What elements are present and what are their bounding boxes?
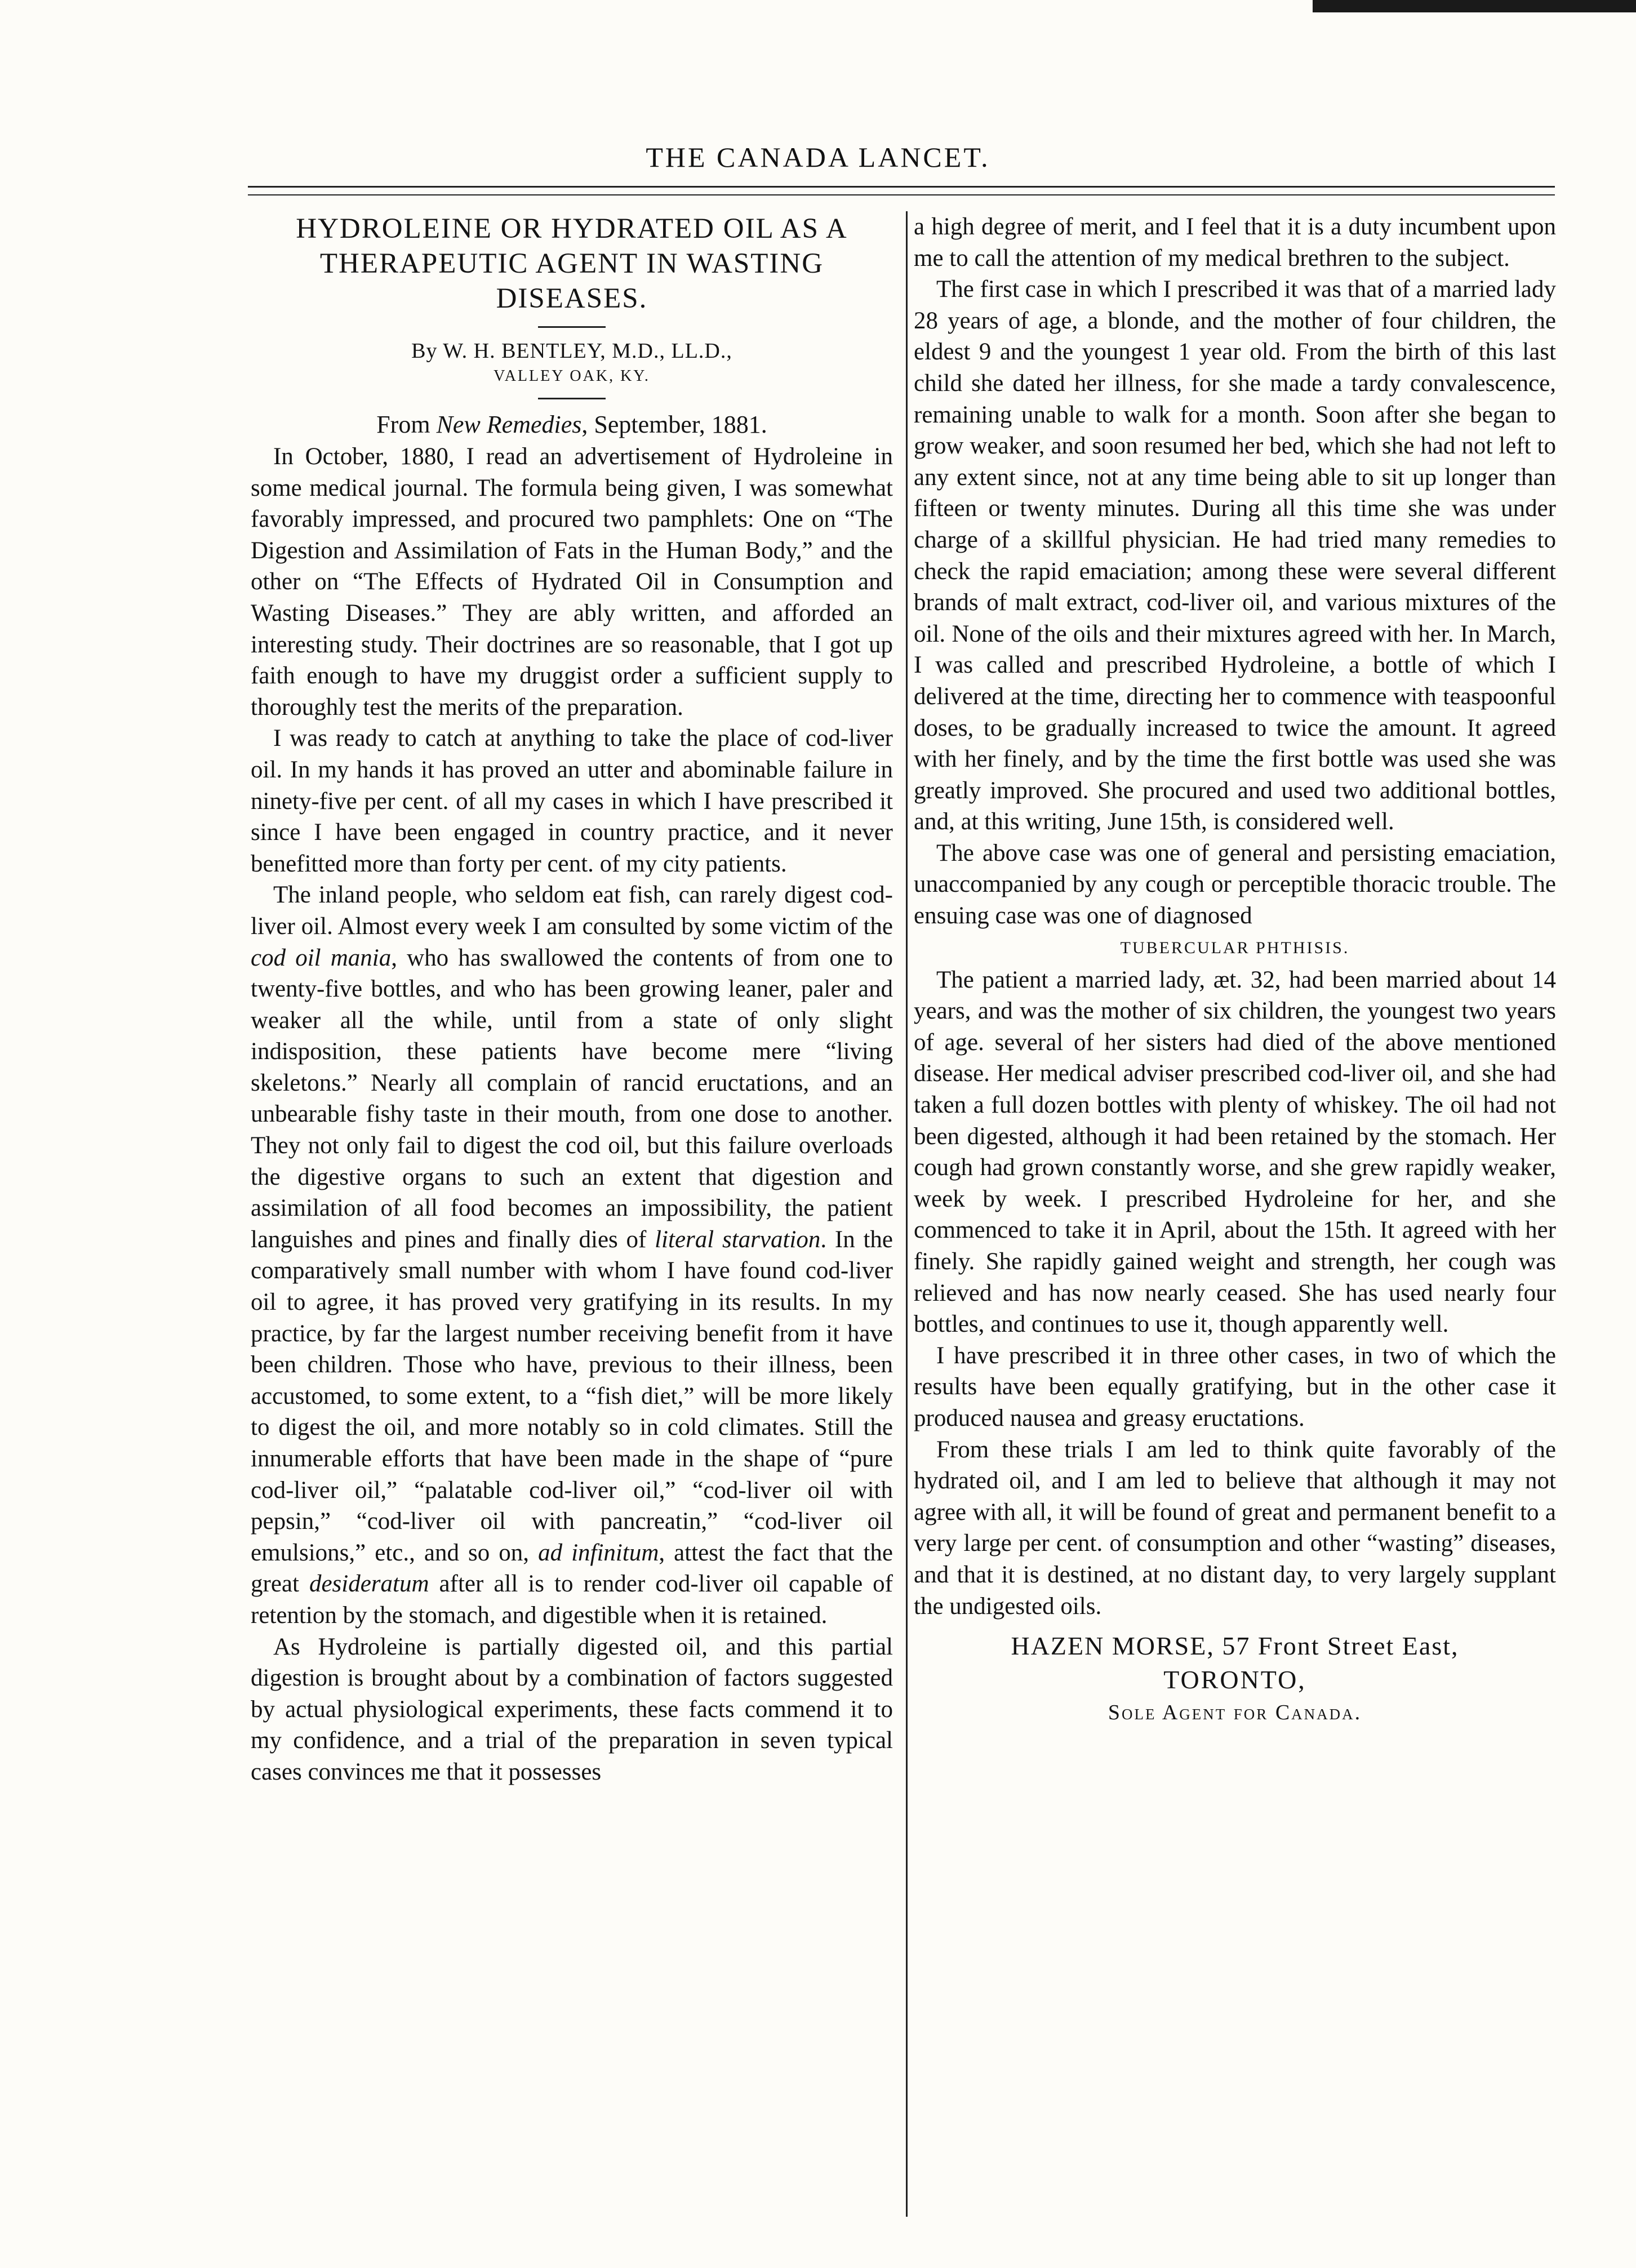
header-rule — [248, 186, 1555, 188]
source-line — [251, 408, 893, 441]
text-run: . In the comparatively small number with whom I have found cod-liver oil to agree, it has proved very gratifying in its results. In my practice, by far the largest number receiving benefit from it have been children. Those who have, previous to their illness, been accustomed, to some extent, to a “fish diet,” will be more likely to digest the oil, and more notably so in cold climates. Still the innumerable efforts that have been made in the shape of “pure cod-liver oil,” “palatable cod-liver oil,” “cod-liver oil with pepsin,” “cod-liver oil with pancreatin,” “cod-liver oil emulsions,” etc., and so on, — [251, 1226, 893, 1566]
title-rule — [538, 326, 606, 328]
journal-title: THE CANADA LANCET. — [646, 141, 990, 173]
text-run: after all is to render cod-liver oil capable of retention by the stomach, and digestible when it is retained. — [251, 1571, 893, 1629]
paragraph: I was ready to catch at anything to take the place of cod-liver oil. In my hands it has proved an utter and abominable failure in ninety-five per cent. of all my cases in which I have prescribed it since I have been engaged in country practice, and it never benefitted more than forty per cent. of my city patients. — [251, 725, 893, 877]
paragraph: The patient a married lady, æt. 32, had been married about 14 years, and was the mother of six children, the youngest two years of age. several of her sisters had died of the above mentioned disease. Her medical adviser prescribed cod-liver oil, and she had taken a full dozen bottles with plenty of whiskey. The oil had not been digested, although it had been retained by the stomach. Her cough had grown constantly worse, and she grew rapidly weaker, week by week. I prescribed Hydroleine for her, and she commenced to take it in April, about the 15th. It agreed with her finely. She rapidly gained weight and strength, her cough was relieved and has now nearly ceased. She has used nearly four bottles, and continues to use it, though apparently well. — [914, 966, 1556, 1338]
paragraph: I have prescribed it in three other cases, in two of which the results have been equally gratifying, but in the other case it produced nausea and greasy eructations. — [914, 1342, 1556, 1431]
section-subhead: TUBERCULAR PHTHISIS. — [1120, 938, 1350, 957]
italic-run: cod oil mania — [251, 944, 392, 971]
italic-run: ad infinitum — [538, 1539, 659, 1566]
header-rule-thin — [248, 194, 1555, 195]
byline-rule — [538, 398, 606, 399]
paragraph: The above case was one of general and persisting emaciation, unaccompanied by any cough or perceptible thoracic trouble. The ensuing case was one of diagnosed — [914, 839, 1556, 930]
paragraph: From these trials I am led to think quite favorably of the hydrated oil, and I am led to believe that although it may not agree with all, it will be found of great and permanent benefit to a very large per cent. of consumption and other “wasting” diseases, and that it is destined, at no distant day, to very largely supplant the undigested oils. — [914, 1436, 1556, 1620]
source-prefix: From — [376, 411, 437, 438]
italic-run: desideratum — [309, 1571, 429, 1598]
left-column — [251, 211, 893, 1788]
text-run: , who has swallowed the contents of from one to twenty-five bottles, and who has been growing leaner, paler and weaker all the while, until from a state of only slight indisposition, these patients have become mere “living skeletons.” Nearly all complain of rancid eructations, and an unbearable fishy taste in their mouth, from one dose to another. They not only fail to digest the cod oil, but this failure overloads the digestive organs to such an extent that digestion and assimilation of all food becomes an impossibility, the patient languishes and pines and finally dies of — [251, 944, 893, 1253]
source-journal: New Remedies — [436, 411, 582, 438]
agent-city: TORONTO, — [1163, 1665, 1306, 1695]
paragraph: As Hydroleine is partially digested oil, and this partial digestion is brought about by a combination of factors suggested by actual physiological experiments, these facts commend it to my confidence, and a trial of the preparation in seven typical cases convinces me that it possesses — [251, 1633, 893, 1785]
author-byline: By W. H. BENTLEY, M.D., LL.D., — [411, 339, 732, 363]
scan-edge — [1313, 0, 1636, 12]
agent-title: Sole Agent for Canada. — [1108, 1701, 1362, 1725]
paragraph — [251, 879, 893, 1631]
article-title: HYDROLEINE OR HYDRATED OIL AS A THERAPEUTIC AGENT IN WASTING DISEASES. — [296, 213, 848, 314]
italic-run: literal starvation — [655, 1226, 821, 1253]
paragraph-continuation: a high degree of merit, and I feel that it is a duty incumbent upon me to call the attention of my medical brethren to the subject. — [914, 214, 1556, 272]
paragraph: The first case in which I prescribed it was that of a married lady 28 years of age, a blonde, and the mother of four children, the eldest 9 and the youngest 1 year old. From the birth of this last child she dated her illness, for she made a tardy convalescence, remaining unable to walk for a month. Soon after she began to grow weaker, and soon resumed her bed, which she had not left to any extent since, not at any time being able to sit up longer than fifteen or twenty minutes. During all this time she was under charge of a skillful physician. He had tried many remedies to check the rapid emaciation; among these were several different brands of malt extract, cod-liver oil, and various mixtures of the oil. None of the oils and their mixtures agreed with her. In March, I was called and prescribed Hydroleine, a bottle of which I delivered at the time, directing her to commence with teaspoonful doses, to be gradually increased to twice the amount. It agreed with her finely, and by the time the first bottle was used she was greatly improved. She procured and used two additional bottles, and, at this writing, June 15th, is considered well. — [914, 276, 1556, 835]
text-run: , attest the fact that the great — [251, 1539, 893, 1598]
agent-signature: HAZEN MORSE, 57 Front Street East, — [1011, 1631, 1459, 1661]
source-suffix: , September, 1881. — [581, 411, 767, 438]
column-divider — [906, 211, 908, 2217]
right-column — [914, 211, 1556, 1729]
text-run: The inland people, who seldom eat fish, can rarely digest cod-liver oil. Almost every week I am consulted by some victim of the — [251, 882, 893, 940]
paragraph: In October, 1880, I read an advertisement of Hydroleine in some medical journal. The formula being given, I was somewhat favorably impressed, and procured two pamphlets: One on “The Digestion and Assimilation of Fats in the Human Body,” and the other on “The Effects of Hydrated Oil in Consumption and Wasting Diseases.” They are ably written, and afforded an interesting study. Their doctrines are so reasonable, that I got up faith enough to have my druggist order a sufficient supply to thoroughly test the merits of the preparation. — [251, 443, 893, 721]
author-location: VALLEY OAK, KY. — [494, 367, 650, 385]
